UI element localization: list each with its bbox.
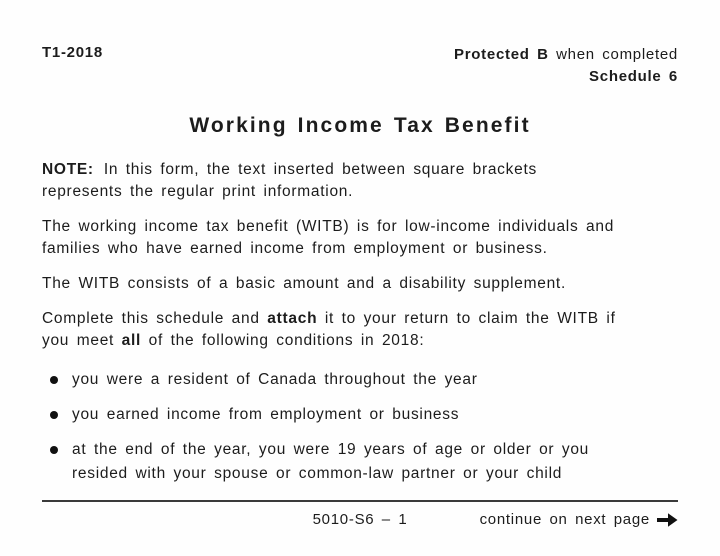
complete-l2-a: you meet [42,332,122,349]
witb-parts-line-1: The WITB consists of a basic amount and a disability supplement. [42,275,566,292]
footer-divider [42,500,678,502]
complete-line-2 [42,330,678,352]
note-text-1: In this form, the text inserted between square brackets [103,161,537,178]
conditions-list [42,368,678,486]
schedule-label: Schedule 6 [589,68,678,85]
continue-indicator [480,511,678,528]
page-footer [42,500,678,556]
header-right [454,44,678,88]
page-header [42,44,678,88]
note-paragraph [42,159,678,203]
note-line-1 [42,159,678,181]
complete-paragraph [42,308,678,352]
complete-l1-bold: attach [267,310,318,327]
note-line-2: represents the regular print information. [42,183,354,200]
body-copy [42,159,678,497]
bullet-icon [50,411,58,419]
witb-parts-paragraph [42,273,678,295]
bullet-text [72,438,589,486]
bullet-1-line-1: you were a resident of Canada throughout the year [72,371,478,388]
footer-text [42,511,678,528]
bullet-icon [50,376,58,384]
complete-l1-a: Complete this schedule and [42,310,268,327]
witb-intro-line-1: The working income tax benefit (WITB) is for low-income individuals and [42,218,615,235]
list-item [42,403,678,427]
continue-text: continue on next page [479,511,650,528]
complete-line-1 [42,308,678,330]
bullet-3-line-1: at the end of the year, you were 19 years of age or older or you [72,441,590,458]
bullet-3-line-2: resided with your spouse or common-law partner or your child [72,465,563,482]
complete-l1-b: it to your return to claim the WITB if [317,310,616,327]
witb-intro-paragraph [42,216,678,260]
list-item [42,368,678,392]
arrow-right-icon [657,512,678,528]
note-label: NOTE: [42,161,94,178]
bullet-2-line-1: you earned income from employment or business [72,406,460,423]
protected-suffix: when completed [548,46,678,63]
complete-l2-b: of the following conditions in 2018: [141,332,425,349]
complete-l2-bold: all [121,332,142,349]
page-code: 5010-S6 – 1 [312,511,408,528]
bullet-text [72,403,459,427]
page-title: Working Income Tax Benefit [189,114,531,137]
witb-intro-line-2: families who have earned income from employment or business. [42,240,548,257]
protected-label: Protected B [454,46,549,63]
bullet-icon [50,446,58,454]
list-item [42,438,678,486]
form-code: T1-2018 [42,44,103,61]
bullet-text [72,368,478,392]
protected-line [454,44,678,66]
